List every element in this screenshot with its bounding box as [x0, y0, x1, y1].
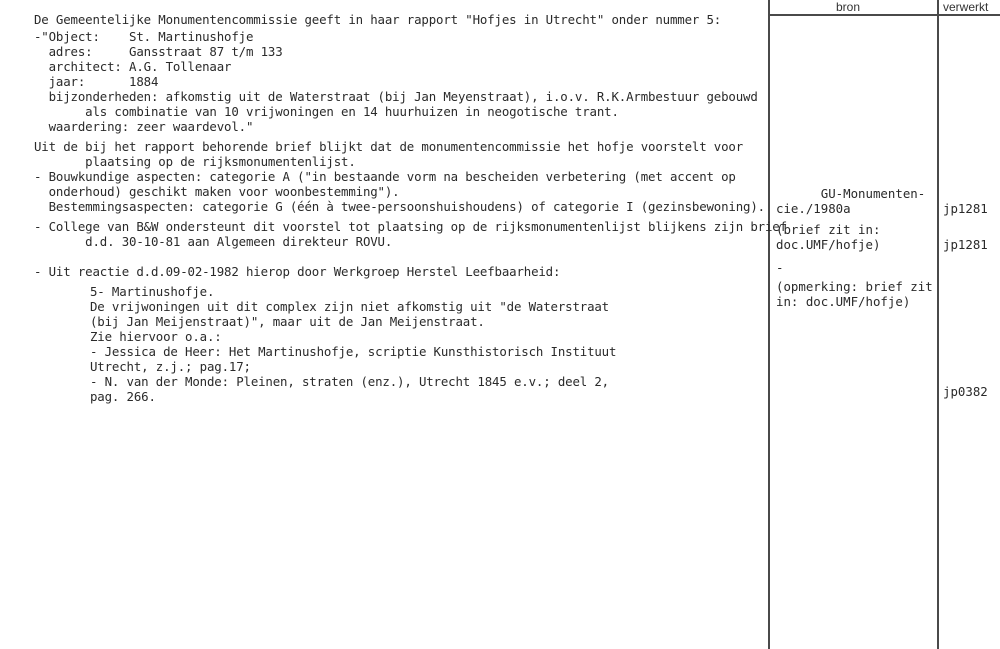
- college-cont-line: d.d. 30-10-81 aan Algemeen direkteur ROVU.: [34, 234, 393, 249]
- bron-brief-cont-line: doc.UMF/hofje): [776, 237, 881, 252]
- vrijwoningen-line: De vrijwoningen uit dit complex zijn niet afkomstig uit "de Waterstraat: [90, 299, 609, 314]
- source-heer-line: - Jessica de Heer: Het Martinushofje, scriptie Kunsthistorisch Instituut: [90, 344, 617, 359]
- architect-line: architect: A.G. Tollenaar: [34, 59, 232, 74]
- bouwkundige-cont-line: onderhoud) geschikt maken voor woonbestemming").: [34, 184, 400, 199]
- bron-column-left-rule: [768, 0, 770, 649]
- source-heer-cont-line: Utrecht, z.j.; pag.17;: [90, 359, 251, 374]
- header-underline: [768, 14, 1000, 16]
- zie-hiervoor-line: Zie hiervoor o.a.:: [90, 329, 222, 344]
- reactie-line: - Uit reactie d.d.09-02-1982 hierop door Werkgroep Herstel Leefbaarheid:: [34, 264, 561, 279]
- bron-gu-cont-line: cie./1980a: [776, 201, 851, 216]
- verwerkt-header: verwerkt: [943, 0, 989, 14]
- brief-line: Uit de bij het rapport behorende brief blijkt dat de monumentencommissie het hofje voorstelt voor: [34, 139, 744, 154]
- source-monde-line: - N. van der Monde: Pleinen, straten (enz.), Utrecht 1845 e.v.; deel 2,: [90, 374, 609, 389]
- bron-gu-line: GU-Monumenten-: [776, 186, 926, 201]
- verwerkt-ref-3: jp0382: [943, 384, 988, 399]
- adres-line: adres: Gansstraat 87 t/m 133: [34, 44, 283, 59]
- verwerkt-ref-2: jp1281: [943, 237, 988, 252]
- verwerkt-ref-1: jp1281: [943, 201, 988, 216]
- vrijwoningen-cont-line: (bij Jan Meijenstraat)", maar uit de Jan Meijenstraat.: [90, 314, 485, 329]
- bijzonderheden-cont-line: als combinatie van 10 vrijwoningen en 14 huurhuizen in neogotische trant.: [34, 104, 619, 119]
- bron-brief-line: (brief zit in:: [776, 222, 881, 237]
- intro-line: De Gemeentelijke Monumentencommissie geeft in haar rapport "Hofjes in Utrecht" onder nummer 5:: [34, 12, 722, 27]
- bron-opmerking-cont-line: in: doc.UMF/hofje): [776, 294, 911, 309]
- bron-opmerking-line: (opmerking: brief zit: [776, 279, 933, 294]
- brief-cont-line: plaatsing op de rijksmonumentenlijst.: [34, 154, 356, 169]
- jaar-line: jaar: 1884: [34, 74, 159, 89]
- bron-dash: -: [776, 260, 784, 275]
- waardering-line: waardering: zeer waardevol.": [34, 119, 254, 134]
- verwerkt-column-left-rule: [937, 0, 939, 649]
- martinushofje-line: 5- Martinushofje.: [90, 284, 215, 299]
- object-line: -"Object: St. Martinushofje: [34, 29, 254, 44]
- bestemming-line: Bestemmingsaspecten: categorie G (één à twee-persoonshuishoudens) of categorie I (gezinsbewoning).: [34, 199, 765, 214]
- source-monde-cont-line: pag. 266.: [90, 389, 156, 404]
- bijzonderheden-line: bijzonderheden: afkomstig uit de Waterstraat (bij Jan Meyenstraat), i.o.v. R.K.Armbestuur gebouwd: [34, 89, 758, 104]
- bron-header: bron: [836, 0, 861, 14]
- bouwkundige-line: - Bouwkundige aspecten: categorie A ("in bestaande vorm na bescheiden verbetering (met accent op: [34, 169, 736, 184]
- college-line: - College van B&W ondersteunt dit voorstel tot plaatsing op de rijksmonumentenlijst blijkens zijn brief: [34, 219, 787, 234]
